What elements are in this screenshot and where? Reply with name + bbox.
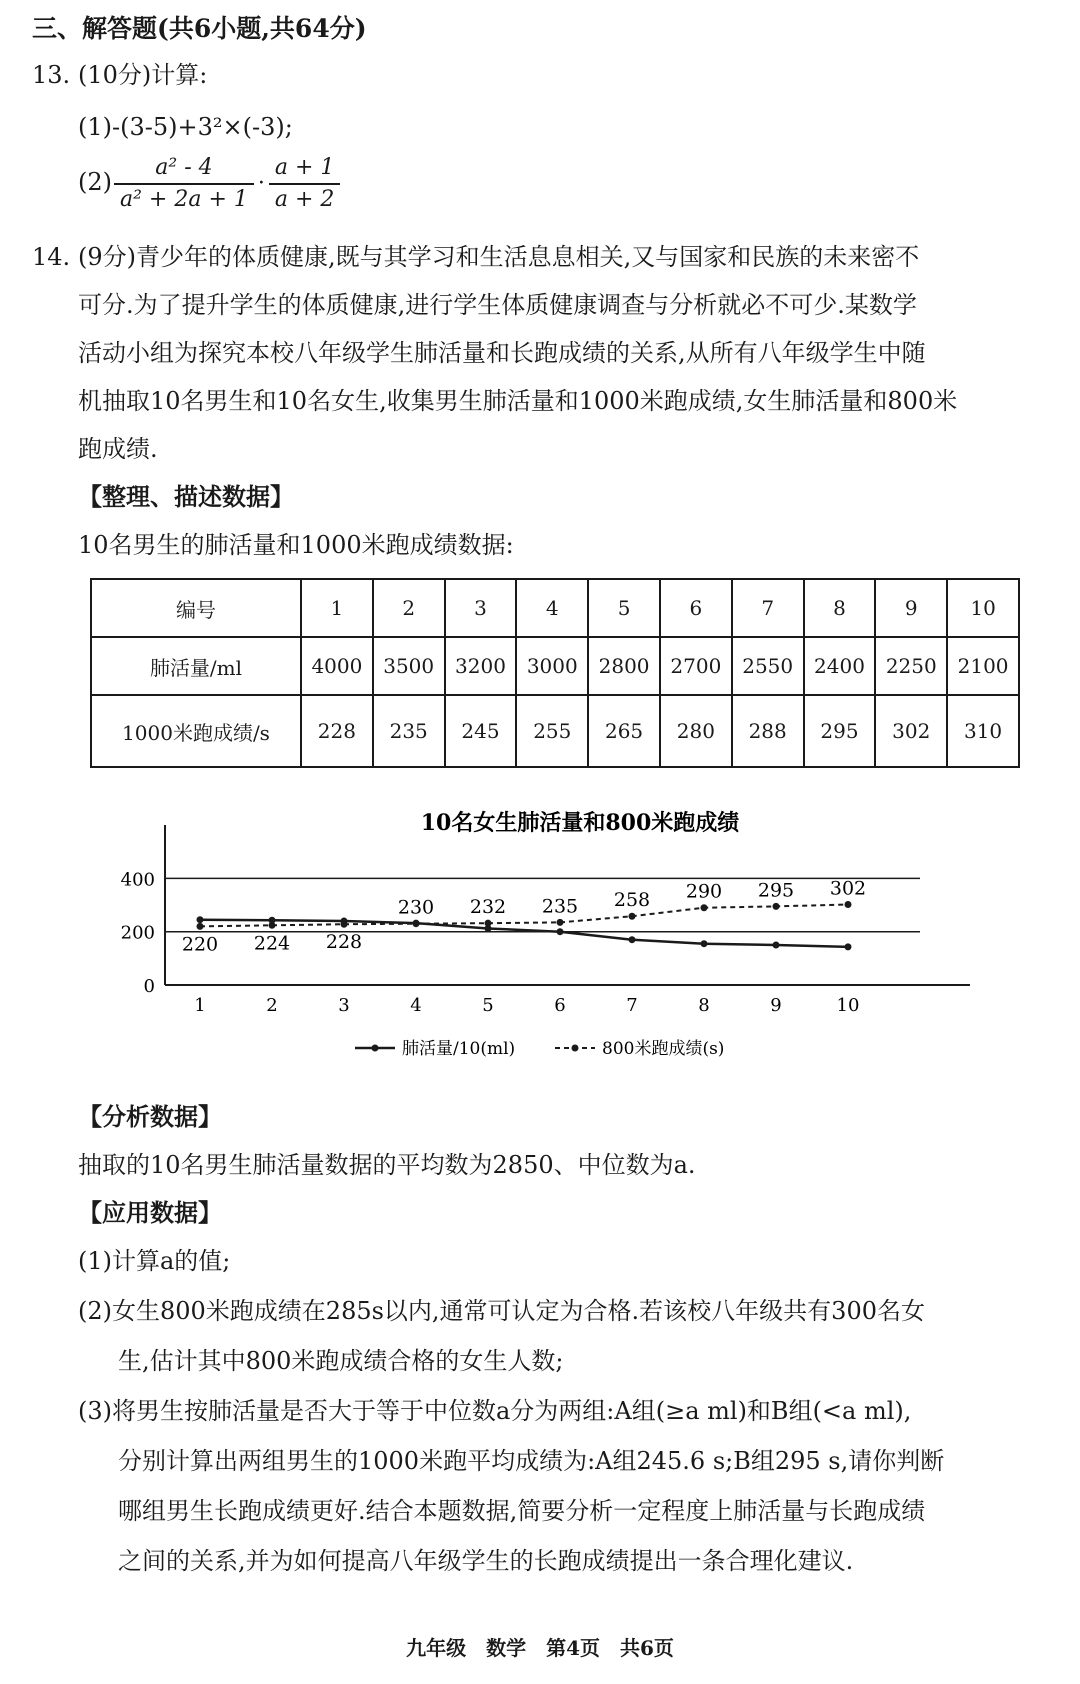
series-point: [773, 942, 780, 949]
legend-label: 肺活量/10(ml): [402, 1039, 516, 1059]
table-row-run: [91, 695, 1019, 767]
table-cell: 310: [947, 695, 1019, 767]
page-footer: 九年级 数学 第4页 共6页: [406, 1636, 674, 1660]
fraction-2-numerator: a + 1: [269, 153, 341, 185]
fraction-1-denominator: a² + 2a + 1: [120, 186, 248, 212]
table-header-run: 1000米跑成绩/s: [91, 695, 301, 767]
table-cell: 10: [947, 579, 1019, 637]
x-tick-label: 1: [194, 995, 206, 1016]
q14-intro-line-5: 跑成绩.: [78, 435, 158, 463]
q14-intro-line-3: 活动小组为探究本校八年级学生肺活量和长跑成绩的关系,从所有八年级学生中随: [78, 339, 926, 367]
data-label: 290: [685, 880, 723, 903]
series-point: [845, 943, 852, 950]
apply-line-2: (2)女生800米跑成绩在285s以内,通常可认定为合格.若该校八年级共有300名女: [78, 1297, 925, 1325]
q13-header: (10分)计算:: [78, 61, 208, 89]
y-tick-label: 0: [143, 976, 155, 997]
table-cell: 5: [588, 579, 660, 637]
fraction-2-denominator: a + 2: [274, 186, 335, 212]
x-tick-label: 2: [266, 995, 278, 1016]
data-label: 232: [469, 896, 507, 919]
apply-line-1: (1)计算a的值;: [78, 1247, 231, 1275]
x-tick-label: 3: [338, 995, 350, 1016]
legend-dashed-marker: [572, 1045, 579, 1052]
table-cell: 2: [373, 579, 445, 637]
series-point: [269, 922, 276, 929]
table-cell: 2400: [804, 637, 876, 695]
table-cell: 8: [804, 579, 876, 637]
table-row-lung: [91, 637, 1019, 695]
table-cell: 3500: [373, 637, 445, 695]
table-header-id: 编号: [91, 579, 301, 637]
data-label: 258: [613, 889, 651, 912]
x-tick-label: 9: [770, 995, 782, 1016]
chart-title: 10名女生肺活量和800米跑成绩: [420, 810, 740, 836]
y-tick-label: 200: [120, 922, 155, 944]
chart-legend: [355, 1039, 724, 1059]
series-line: [200, 905, 848, 927]
series-point: [413, 920, 420, 927]
table-cell: 2100: [947, 637, 1019, 695]
q13-part2: [78, 152, 342, 215]
table-cell: 228: [301, 695, 373, 767]
apply-line-5: 分别计算出两组男生的1000米跑平均成绩为:A组245.6 s;B组295 s,请你判断: [118, 1447, 945, 1475]
q13-part1: (1)-(3-5)+3²×(-3);: [78, 113, 293, 141]
series-point: [197, 916, 204, 923]
data-label: 230: [397, 896, 435, 919]
analyze-text: 抽取的10名男生肺活量数据的平均数为2850、中位数为a.: [78, 1151, 696, 1179]
fraction-1-numerator: a² - 4: [114, 153, 254, 185]
x-tick-label: 7: [626, 995, 638, 1016]
table-cell: 2700: [660, 637, 732, 695]
apply-line-7: 之间的关系,并为如何提高八年级学生的长跑成绩提出一条合理化建议.: [118, 1547, 854, 1575]
x-tick-label: 4: [410, 995, 422, 1016]
series-point: [557, 928, 564, 935]
q13-number: 13.: [32, 61, 71, 89]
table-cell: 3000: [516, 637, 588, 695]
fraction-1: [114, 153, 254, 215]
series-point: [701, 904, 708, 911]
table-cell: 295: [804, 695, 876, 767]
table-cell: 9: [875, 579, 947, 637]
x-tick-label: 10: [836, 995, 860, 1016]
table-cell: 3: [445, 579, 517, 637]
x-tick-label: 6: [554, 995, 566, 1016]
x-tick-label: 5: [482, 995, 494, 1016]
table-cell: 1: [301, 579, 373, 637]
series-point: [485, 920, 492, 927]
data-label: 228: [325, 931, 363, 954]
table-cell: 3200: [445, 637, 517, 695]
data-label: 220: [181, 933, 219, 956]
table-cell: 7: [732, 579, 804, 637]
series-line: [200, 920, 848, 947]
table-caption: 10名男生的肺活量和1000米跑成绩数据:: [78, 531, 514, 559]
table-cell: 255: [516, 695, 588, 767]
q14-intro-line-1: (9分)青少年的体质健康,既与其学习和生活息息相关,又与国家和民族的未来密不: [78, 243, 920, 271]
boys-data-table: [90, 578, 1020, 768]
table-cell: 2550: [732, 637, 804, 695]
series-point: [845, 901, 852, 908]
chart-series-group: [182, 878, 866, 956]
q14-number: 14.: [32, 243, 71, 271]
fraction-2: [269, 153, 341, 215]
table-cell: 288: [732, 695, 804, 767]
table-cell: 4: [516, 579, 588, 637]
section-organize: 【整理、描述数据】: [78, 482, 294, 511]
data-label: 295: [757, 879, 795, 902]
series-point: [773, 903, 780, 910]
legend-label: 800米跑成绩(s): [602, 1039, 725, 1059]
series-point: [341, 921, 348, 928]
table-cell: 2250: [875, 637, 947, 695]
series-point: [557, 919, 564, 926]
girls-line-chart: [110, 800, 990, 1070]
q14-intro-line-4: 机抽取10名男生和10名女生,收集男生肺活量和1000米跑成绩,女生肺活量和800米: [78, 387, 958, 415]
data-label: 224: [253, 932, 291, 955]
data-label: 235: [541, 895, 579, 918]
table-cell: 4000: [301, 637, 373, 695]
section-analyze: 【分析数据】: [78, 1102, 222, 1131]
legend-solid-marker: [372, 1045, 379, 1052]
table-row-id: [91, 579, 1019, 637]
series-point: [629, 936, 636, 943]
series-point: [701, 940, 708, 947]
series-point: [197, 923, 204, 930]
x-tick-label: 8: [698, 995, 710, 1016]
section-heading: 三、解答题(共6小题,共64分): [32, 14, 367, 43]
data-label: 302: [829, 877, 867, 900]
table-cell: 6: [660, 579, 732, 637]
y-tick-label: 400: [120, 869, 155, 891]
table-cell: 235: [373, 695, 445, 767]
series-point: [629, 913, 636, 920]
table-cell: 280: [660, 695, 732, 767]
q14-intro-line-2: 可分.为了提升学生的体质健康,进行学生体质健康调查与分析就必不可少.某数学: [78, 291, 917, 319]
section-apply: 【应用数据】: [78, 1198, 222, 1227]
apply-line-3: 生,估计其中800米跑成绩合格的女生人数;: [118, 1347, 564, 1375]
q13-part2-label: (2): [78, 168, 112, 196]
multiply-dot: ·: [257, 170, 265, 196]
table-cell: 265: [588, 695, 660, 767]
apply-line-6: 哪组男生长跑成绩更好.结合本题数据,简要分析一定程度上肺活量与长跑成绩: [118, 1497, 926, 1525]
table-cell: 245: [445, 695, 517, 767]
table-cell: 2800: [588, 637, 660, 695]
table-header-lung: 肺活量/ml: [91, 637, 301, 695]
apply-line-4: (3)将男生按肺活量是否大于等于中位数a分为两组:A组(≥a ml)和B组(<a ml),: [78, 1397, 912, 1425]
table-cell: 302: [875, 695, 947, 767]
